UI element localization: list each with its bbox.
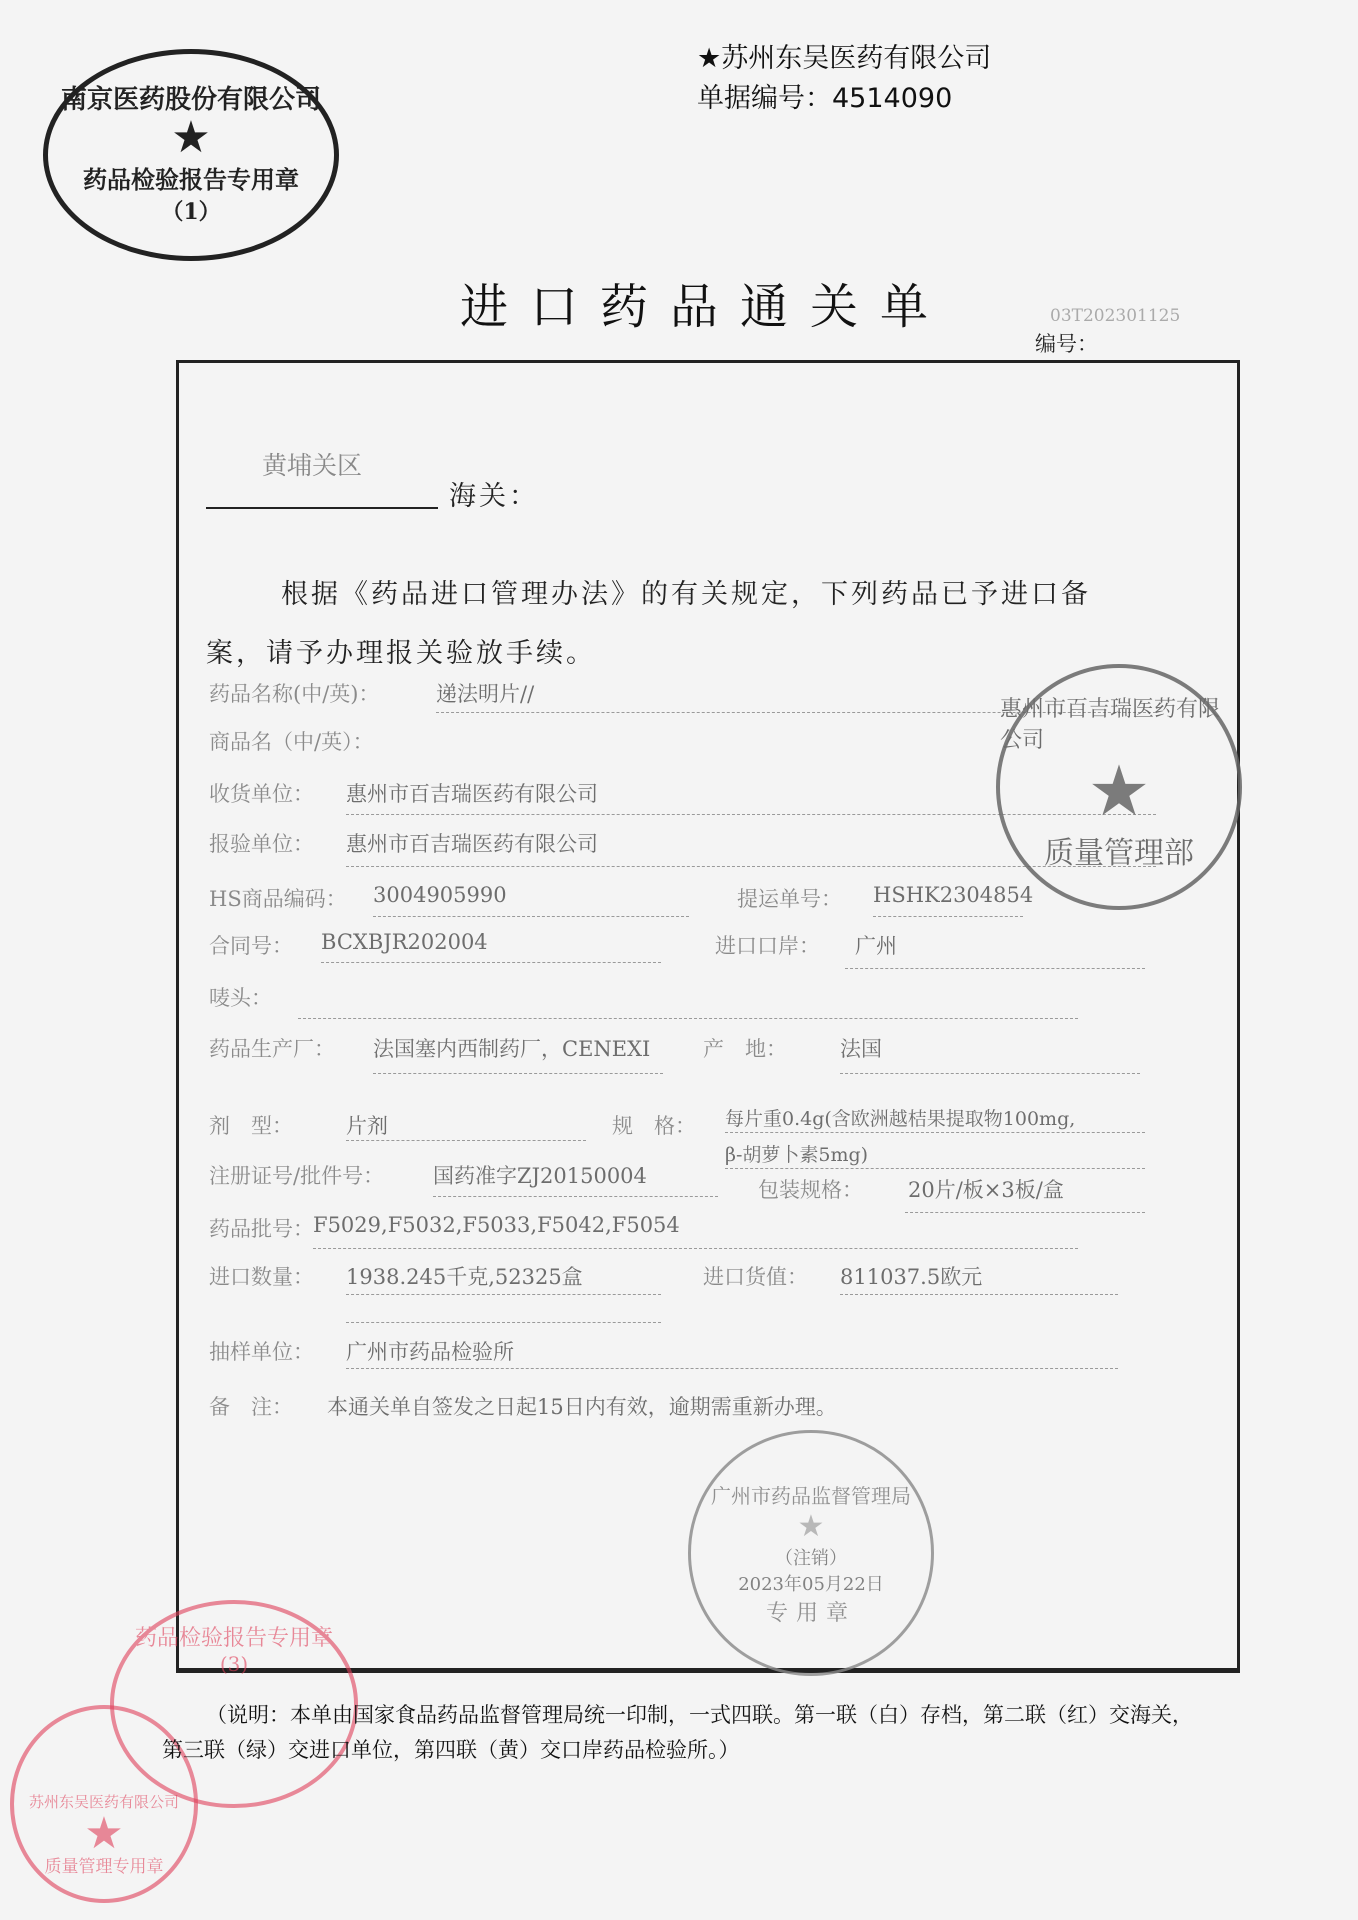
form-frame (176, 360, 1240, 1673)
dosage-form-value: 片剂 (346, 1114, 388, 1138)
stamp-center-text: 药品检验报告专用章 (83, 165, 299, 194)
inspection-unit-value: 惠州市百吉瑞医药有限公司 (346, 832, 598, 856)
quantity-label: 进口数量： (209, 1265, 314, 1289)
stamp-sub-text: (3) (219, 1652, 249, 1676)
star-icon: ★ (797, 1508, 825, 1544)
bill-no-label: 提运单号： (737, 887, 842, 911)
stamp-nanjing (43, 49, 339, 261)
stamp-bottom-text: 专用章 (765, 1600, 856, 1626)
spec-label: 规 格： (612, 1114, 696, 1138)
star-icon: ★ (1087, 750, 1151, 832)
stamp-guangzhou (688, 1430, 934, 1676)
underline (313, 1248, 1078, 1249)
inspection-unit-label: 报验单位： (209, 832, 314, 856)
stamp-sub-text: （1） (161, 198, 221, 225)
serial-number: 03T202301125 (1050, 306, 1181, 326)
hs-code-value: 3004905990 (373, 883, 507, 907)
drug-name-value: 递法明片// (436, 682, 535, 706)
goods-value-label: 进口货值： (703, 1265, 808, 1289)
star-icon: ★ (84, 1808, 124, 1859)
stamp-date: 2023年05月22日 (738, 1573, 884, 1595)
batch-label: 药品批号： (209, 1217, 314, 1241)
underline (346, 1140, 586, 1141)
stamp-center-text: （注销） (775, 1547, 847, 1569)
sampling-unit-label: 抽样单位： (209, 1340, 314, 1364)
stamp-ring-text: 广州市药品监督管理局 (711, 1483, 911, 1508)
origin-label: 产 地： (703, 1037, 787, 1061)
trade-name-label: 商品名（中/英）： (209, 730, 374, 754)
stamp-center-text: 质量管理部 (1044, 836, 1194, 871)
underline (346, 1322, 661, 1323)
port-value: 广州 (855, 934, 897, 958)
contract-no-value: BCXBJR202004 (321, 930, 488, 954)
quantity-value: 1938.245千克,52325盒 (346, 1265, 583, 1289)
consignee-value: 惠州市百吉瑞医药有限公司 (346, 782, 598, 806)
spec-value-line2: β-胡萝卜素5mg) (725, 1144, 869, 1166)
underline (873, 916, 1023, 917)
registration-label: 注册证号/批件号： (209, 1164, 385, 1188)
dosage-form-label: 剂 型： (209, 1114, 293, 1138)
contract-no-label: 合同号： (209, 934, 293, 958)
origin-value: 法国 (840, 1037, 882, 1061)
stamp-ring-text: 苏州东吴医药有限公司 (28, 1793, 179, 1811)
underline (840, 1073, 1140, 1074)
star-icon: ★ (171, 111, 211, 163)
remarks-label: 备 注： (209, 1395, 293, 1419)
footnote-line1: （说明：本单由国家食品药品监督管理局统一印制，一式四联。第一联（白）存档，第二联（红）交海关， (206, 1703, 1193, 1727)
stamp-center-text: 质量管理专用章 (44, 1857, 164, 1877)
drug-name-label: 药品名称(中/英)： (209, 682, 380, 706)
spec-value-line1: 每片重0.4g(含欧洲越桔果提取物100mg, (725, 1108, 1076, 1130)
consignee-label: 收货单位： (209, 782, 314, 806)
manufacturer-value: 法国塞内西制药厂，CENEXI (373, 1037, 651, 1061)
goods-value-value: 811037.5欧元 (840, 1265, 983, 1289)
customs-district: 黄埔关区 (262, 451, 363, 480)
packaging-value: 20片/板×3板/盒 (908, 1178, 1064, 1202)
packaging-label: 包装规格： (758, 1178, 863, 1202)
company-name: ★苏州东吴医药有限公司 (697, 43, 992, 74)
stamp-ring-text: 惠州市百吉瑞医药有限公司 (1000, 697, 1221, 753)
underline (433, 1196, 718, 1197)
underline (321, 962, 661, 963)
intro-line2: 案，请予办理报关验放手续。 (206, 638, 596, 669)
intro-line1: 根据《药品进口管理办法》的有关规定，下列药品已予进口备 (281, 579, 1091, 610)
underline (845, 968, 1145, 969)
customs-underline (206, 507, 438, 509)
bill-no-value: HSHK2304854 (873, 883, 1034, 907)
document-number: 单据编号：4514090 (697, 83, 953, 114)
customs-suffix: 海关： (449, 481, 539, 512)
hs-code-label: HS商品编码： (209, 887, 347, 911)
manufacturer-label: 药品生产厂： (209, 1037, 335, 1061)
page-title: 进口药品通关单 (460, 279, 951, 335)
underline (725, 1132, 1145, 1133)
stamp-text: 药品检验报告专用章 (134, 1626, 333, 1651)
underline (346, 1368, 1118, 1369)
stamp-huizhou (996, 664, 1242, 910)
marks-label: 唛头： (209, 986, 272, 1010)
footnote-line2: 第三联（绿）交进口单位，第四联（黄）交口岸药品检验所。） (162, 1738, 740, 1762)
underline (298, 1018, 1078, 1019)
sampling-unit-value: 广州市药品检验所 (346, 1340, 514, 1364)
underline (840, 1294, 1118, 1295)
underline (346, 1294, 661, 1295)
underline (373, 1073, 663, 1074)
underline (905, 1212, 1145, 1213)
registration-value: 国药准字ZJ20150004 (433, 1164, 647, 1188)
stamp-suzhou-quality (10, 1705, 198, 1903)
serial-label: 编号： (1035, 332, 1098, 356)
underline (725, 1168, 1145, 1169)
port-label: 进口口岸： (715, 934, 820, 958)
stamp-ring-text: 南京医药股份有限公司 (60, 84, 321, 115)
underline (373, 916, 689, 917)
remarks-value: 本通关单自签发之日起15日内有效，逾期需重新办理。 (327, 1395, 837, 1419)
batch-value: F5029,F5032,F5033,F5042,F5054 (313, 1213, 680, 1237)
